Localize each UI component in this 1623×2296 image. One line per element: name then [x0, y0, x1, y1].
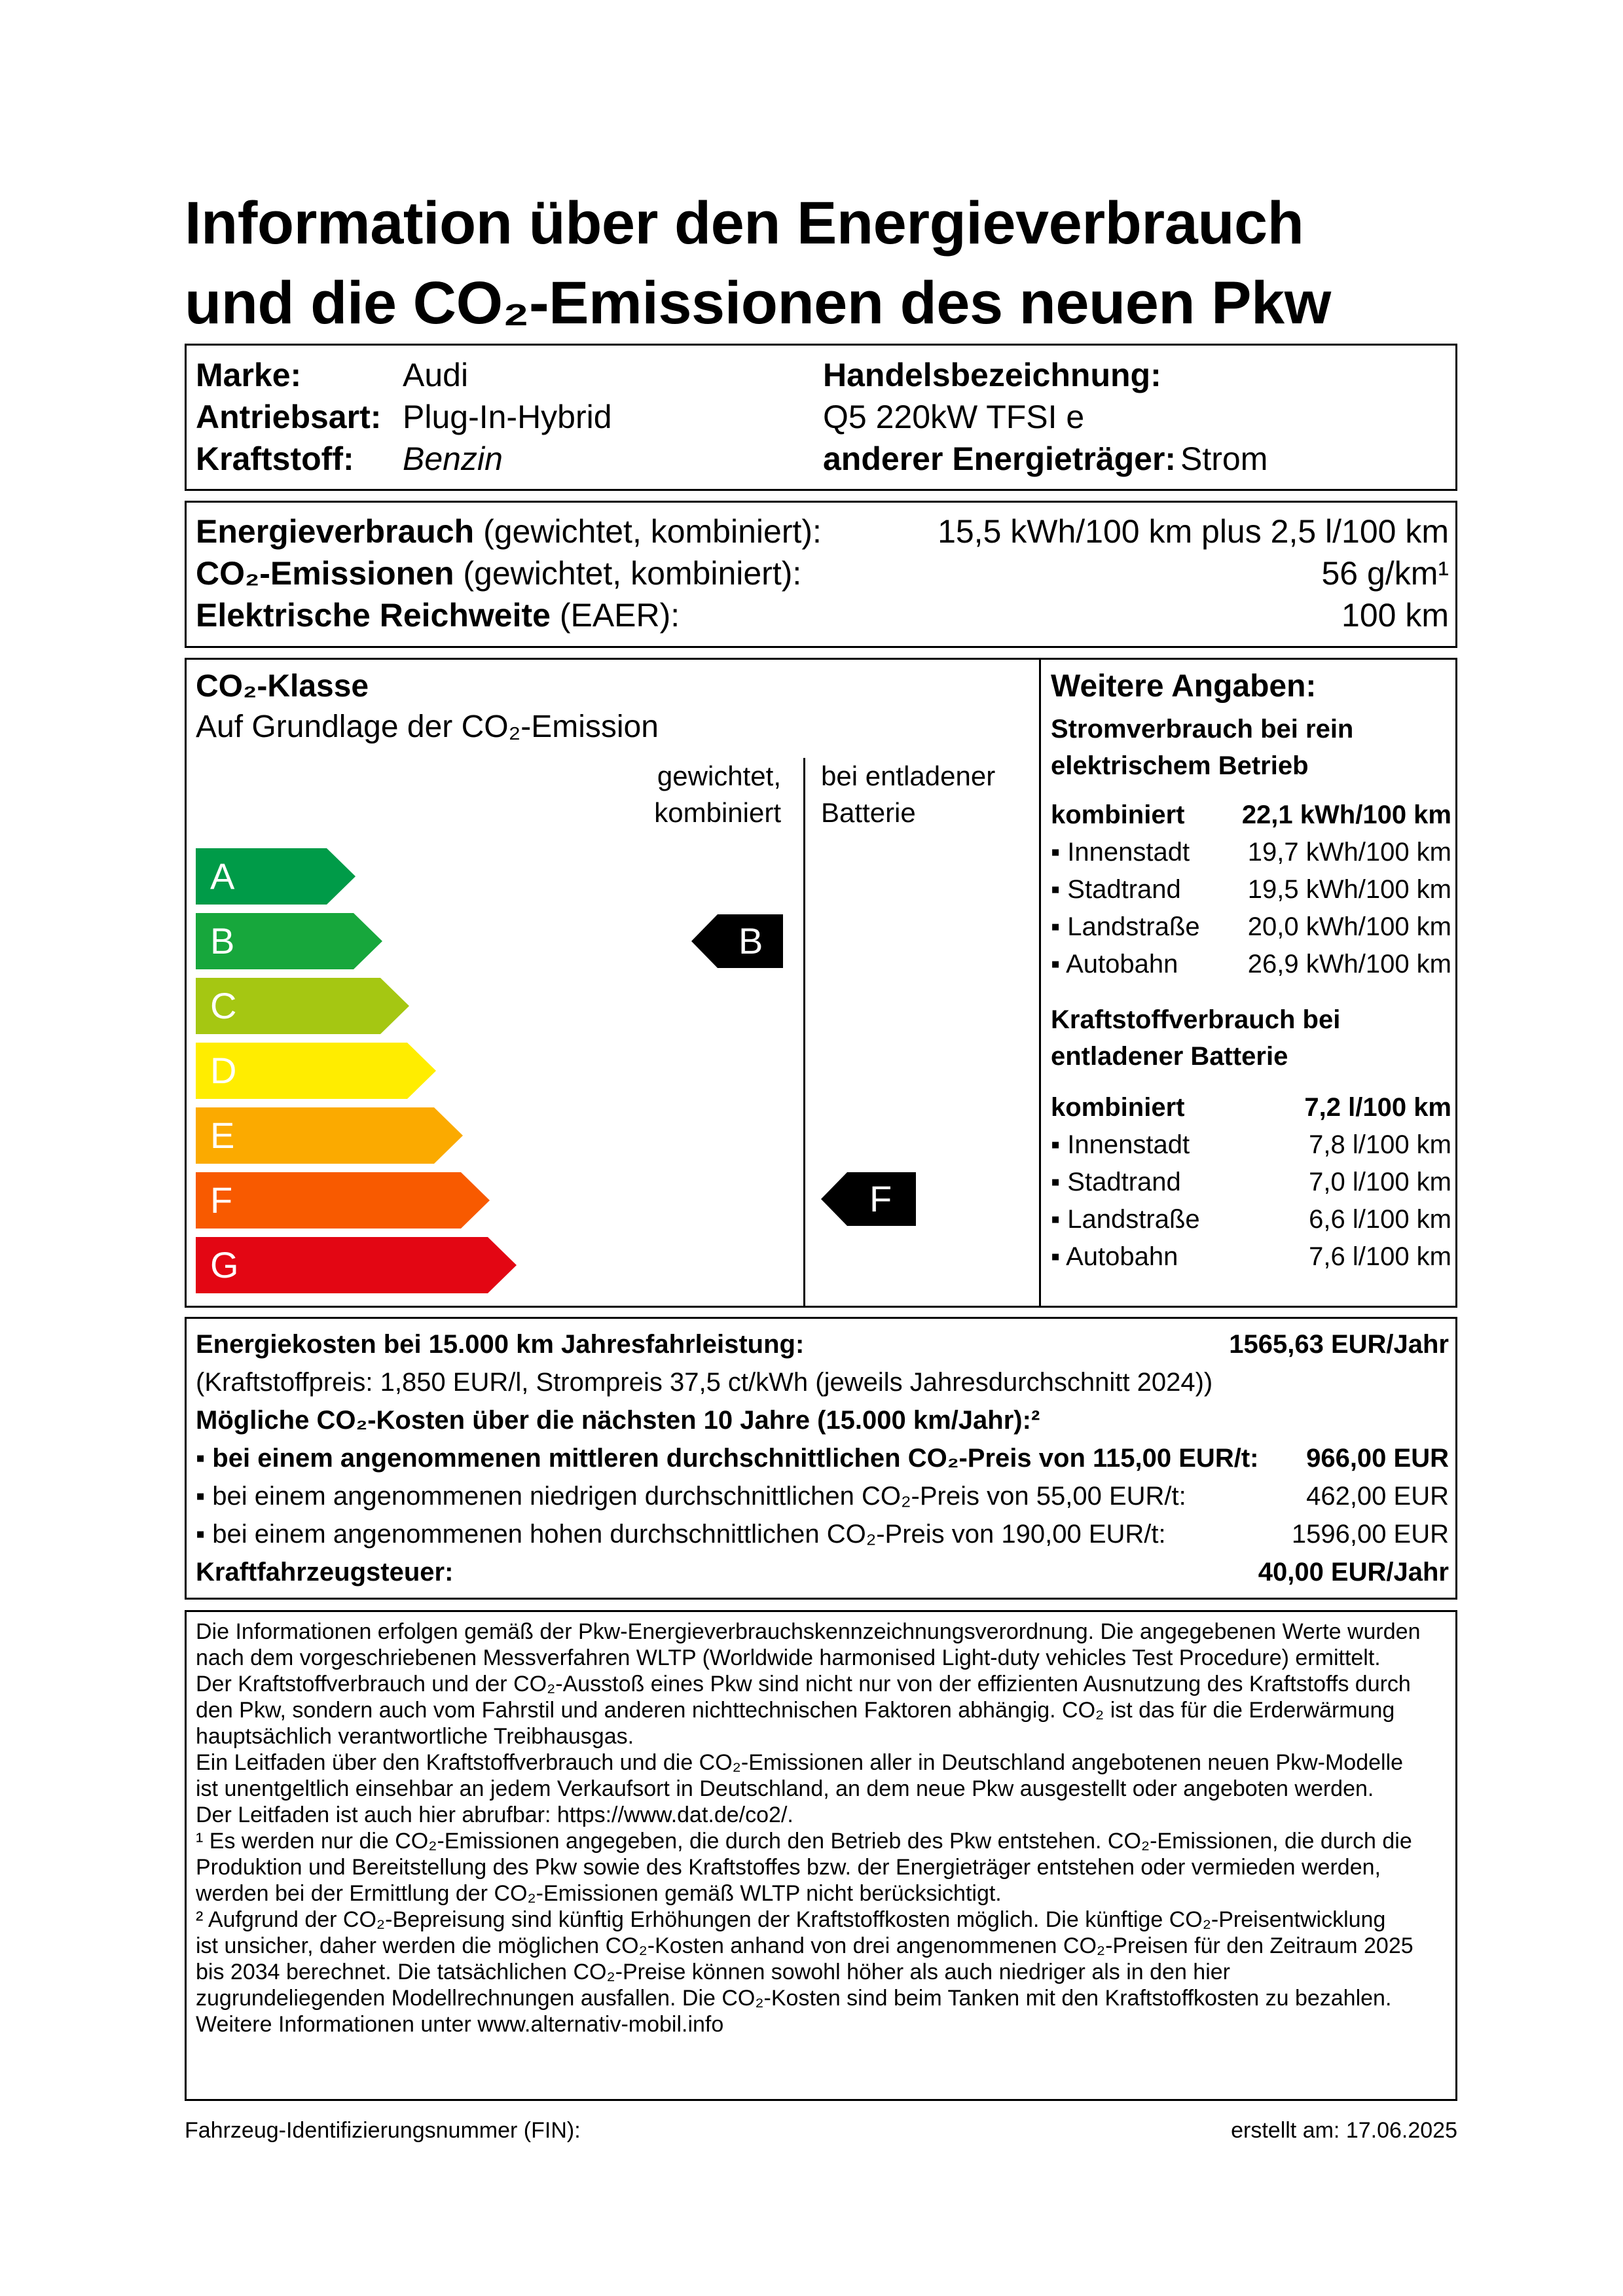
- class-letter: E: [210, 1115, 235, 1156]
- drive-label: Antriebsart:: [196, 399, 382, 435]
- energy-consumption-label-bold: Energieverbrauch: [196, 513, 475, 550]
- elec-heading-line-1: Stromverbrauch bei rein: [1051, 715, 1354, 744]
- fuel-label: Kraftstoff:: [196, 440, 354, 477]
- co2-emissions-label-suffix: (gewichtet, kombiniert):: [454, 555, 802, 592]
- further-info-heading: Weitere Angaben:: [1051, 669, 1317, 704]
- fin-label: Fahrzeug-Identifizierungsnummer (FIN):: [185, 2118, 581, 2143]
- discharged-column-header: [821, 758, 995, 831]
- elec-row-label: ▪ Landstraße: [1051, 912, 1200, 941]
- trade-name-value: Q5 220kW TFSI e: [823, 399, 1085, 435]
- elec-consumption-heading: [1051, 711, 1353, 784]
- discharged-header-line-2: Batterie: [821, 797, 916, 828]
- fuel-heading-line-2: entladener Batterie: [1051, 1042, 1288, 1071]
- further-info-panel: [1051, 660, 1451, 1308]
- elec-row-label: ▪ Stadtrand: [1051, 875, 1181, 904]
- discharged-class-letter: F: [869, 1178, 892, 1219]
- note-line: Die Informationen erfolgen gemäß der Pkw-Energieverbrauchskennzeichnungsverordnung. Die angegebenen Werte wurden: [196, 1619, 1421, 1644]
- note-line: werden bei der Ermittlung der CO₂-Emissionen gemäß WLTP nicht berücksichtigt.: [196, 1881, 1002, 1906]
- class-arrow-g: [196, 1237, 517, 1293]
- vehicle-info-box: [185, 344, 1457, 491]
- weighted-class-indicator: [691, 914, 783, 968]
- electric-range-label-bold: Elektrische Reichweite: [196, 597, 551, 634]
- vehicle-tax-label: Kraftfahrzeugsteuer:: [196, 1558, 454, 1587]
- other-energy-value: Strom: [1180, 440, 1268, 477]
- energy-consumption-value: 15,5 kWh/100 km plus 2,5 l/100 km: [938, 513, 1449, 550]
- class-arrow-b: [196, 913, 382, 969]
- note-line: Ein Leitfaden über den Kraftstoffverbrauch und die CO₂-Emissionen aller in Deutschland angebotenen neuen Pkw-Modelle: [196, 1750, 1404, 1775]
- fuel-row-value: 7,6 l/100 km: [1309, 1242, 1451, 1271]
- brand-value: Audi: [403, 357, 469, 393]
- vehicle-tax-row: [196, 1553, 1449, 1591]
- class-letter: C: [210, 985, 237, 1026]
- prices-note: (Kraftstoffpreis: 1,850 EUR/l, Strompreis 37,5 ct/kWh (jeweils Jahresdurchschnitt 2024)): [196, 1368, 1213, 1397]
- elec-row-label: kombiniert: [1051, 800, 1185, 829]
- class-arrow-e: [196, 1107, 463, 1164]
- elec-row-label: ▪ Autobahn: [1051, 950, 1178, 978]
- class-arrow-f: [196, 1172, 490, 1229]
- co2-cost-low-label: ▪ bei einem angenommenen niedrigen durchschnittlichen CO₂-Preis von 55,00 EUR/t:: [196, 1482, 1186, 1511]
- co2-class-heading: CO₂-Klasse: [196, 669, 369, 704]
- co2-cost-high-label: ▪ bei einem angenommenen hohen durchschnittlichen CO₂-Preis von 190,00 EUR/t:: [196, 1520, 1166, 1549]
- consumption-box: [185, 501, 1457, 648]
- note-line: hauptsächlich verantwortliche Treibhausgas.: [196, 1724, 634, 1749]
- class-letter: B: [210, 920, 235, 961]
- co2-class-box: [185, 658, 1457, 1308]
- class-arrow-a: [196, 848, 356, 905]
- note-line: ist unsicher, daher werden die möglichen CO₂-Kosten anhand von drei angenommenen CO₂-Preisen für den Zeitraum 2025: [196, 1933, 1413, 1958]
- class-arrow-shape: [196, 1172, 490, 1229]
- note-line: bis 2034 berechnet. Die tatsächlichen CO₂-Preise können sowohl höher als auch niedriger als in den hier: [196, 1960, 1231, 1984]
- electric-range-label-suffix: (EAER):: [550, 597, 680, 634]
- class-arrow-d: [196, 1043, 436, 1099]
- panel-divider: [1039, 660, 1041, 1308]
- trade-name-label: Handelsbezeichnung:: [823, 357, 1161, 393]
- note-line: den Pkw, sondern auch vom Fahrstil und anderen nichttechnischen Faktoren abhängig. CO₂ ist das für die Erderwärmung: [196, 1698, 1395, 1723]
- fuel-row-value: 7,8 l/100 km: [1309, 1130, 1451, 1159]
- vehicle-tax-value: 40,00 EUR/Jahr: [1258, 1558, 1449, 1587]
- co2-cost-mid-value: 966,00 EUR: [1306, 1444, 1449, 1473]
- note-line: nach dem vorgeschriebenen Messverfahren WLTP (Worldwide harmonised Light-duty vehicles Test Procedure) ermittelt.: [196, 1645, 1381, 1670]
- column-divider: [803, 758, 805, 1308]
- weighted-header-line-1: gewichtet,: [657, 761, 781, 791]
- class-letter: G: [210, 1244, 239, 1285]
- class-letter: F: [210, 1179, 233, 1221]
- co2-class-subheading: Auf Grundlage der CO₂-Emission: [196, 709, 659, 744]
- class-arrow-shape: [196, 1107, 463, 1164]
- fuel-heading-line-1: Kraftstoffverbrauch bei: [1051, 1005, 1341, 1034]
- note-line: Der Kraftstoffverbrauch und der CO₂-Ausstoß eines Pkw sind nicht nur von der effizienten Ausnutzung des Kraftstoffs durch: [196, 1672, 1411, 1696]
- notes-box: [185, 1610, 1457, 2101]
- costs-box: [185, 1317, 1457, 1600]
- weighted-column-header: [654, 758, 781, 831]
- energy-costs-value: 1565,63 EUR/Jahr: [1229, 1330, 1449, 1359]
- discharged-class-indicator: [821, 1172, 916, 1226]
- note-line: ¹ Es werden nur die CO₂-Emissionen angegeben, die durch den Betrieb des Pkw entstehen. CO₂-Emissionen, die durch die: [196, 1829, 1412, 1854]
- elec-row-label: ▪ Innenstadt: [1051, 838, 1190, 867]
- elec-row-value: 20,0 kWh/100 km: [1247, 912, 1451, 941]
- elec-row-value: 26,9 kWh/100 km: [1247, 950, 1451, 978]
- weighted-header-line-2: kombiniert: [654, 797, 781, 828]
- co2-cost-high-value: 1596,00 EUR: [1291, 1520, 1449, 1549]
- fuel-row-label: ▪ Stadtrand: [1051, 1168, 1181, 1196]
- co2-emissions-label: [196, 552, 801, 594]
- co2-cost-mid-row: [196, 1439, 1449, 1477]
- drive-value: Plug-In-Hybrid: [403, 399, 612, 435]
- note-line: ist unentgeltlich einsehbar an jedem Verkaufsort in Deutschland, an dem neue Pkw ausgestellt oder angeboten werden.: [196, 1776, 1374, 1801]
- fuel-row-label: ▪ Innenstadt: [1051, 1130, 1190, 1159]
- fuel-row-label: ▪ Autobahn: [1051, 1242, 1178, 1271]
- note-line: Produktion und Bereitstellung des Pkw sowie des Kraftstoffes bzw. der Energieträger entstehen oder vermieden werden,: [196, 1855, 1381, 1880]
- title-line-1: Information über den Energieverbrauch: [185, 190, 1304, 257]
- note-line: Der Leitfaden ist auch hier abrufbar: https://www.dat.de/co2/.: [196, 1803, 793, 1827]
- weighted-indicator-shape: [691, 914, 783, 968]
- brand-label: Marke:: [196, 357, 302, 393]
- discharged-header-line-1: bei entladener: [821, 761, 996, 791]
- other-energy-label: anderer Energieträger:: [823, 440, 1176, 477]
- co2-cost-low-value: 462,00 EUR: [1306, 1482, 1449, 1511]
- electric-range-value: 100 km: [1341, 597, 1449, 634]
- fuel-row-value: 7,2 l/100 km: [1304, 1093, 1451, 1122]
- elec-row-value: 19,5 kWh/100 km: [1247, 875, 1451, 904]
- co2-costs-heading: Mögliche CO₂-Kosten über die nächsten 10 Jahre (15.000 km/Jahr):²: [196, 1406, 1040, 1435]
- page-title: [185, 183, 1494, 343]
- class-arrow-shape: [196, 1237, 517, 1293]
- co2-emissions-label-bold: CO₂-Emissionen: [196, 555, 454, 592]
- fuel-row-label: ▪ Landstraße: [1051, 1205, 1200, 1234]
- note-line: Weitere Informationen unter www.alternativ-mobil.info: [196, 2012, 724, 2037]
- discharged-indicator-shape: [821, 1172, 916, 1226]
- class-arrow-c: [196, 978, 409, 1034]
- co2-cost-low-row: [196, 1477, 1449, 1515]
- note-line: zugrundeliegenden Modellrechnungen ausfallen. Die CO₂-Kosten sind beim Tanken mit den Kraftstoffkosten zu bezahlen.: [196, 1986, 1392, 2011]
- energy-consumption-label-suffix: (gewichtet, kombiniert):: [474, 513, 822, 550]
- co2-cost-mid-label: ▪ bei einem angenommenen mittleren durchschnittlichen CO₂-Preis von 115,00 EUR/t:: [196, 1444, 1259, 1473]
- fuel-value: Benzin: [403, 440, 503, 477]
- fuel-row-value: 6,6 l/100 km: [1309, 1205, 1451, 1234]
- co2-emissions-value: 56 g/km¹: [1321, 555, 1449, 592]
- energy-costs-row: [196, 1325, 1449, 1363]
- electric-range-label: [196, 594, 680, 636]
- energy-costs-label: Energiekosten bei 15.000 km Jahresfahrleistung:: [196, 1330, 805, 1359]
- created-date: erstellt am: 17.06.2025: [1231, 2118, 1457, 2143]
- fuel-row-label: kombiniert: [1051, 1093, 1185, 1122]
- co2-cost-high-row: [196, 1515, 1449, 1553]
- title-line-2: und die CO₂-Emissionen des neuen Pkw: [185, 270, 1331, 336]
- weighted-class-letter: B: [739, 920, 763, 961]
- elec-row-value: 19,7 kWh/100 km: [1247, 838, 1451, 867]
- class-letter: A: [210, 855, 235, 897]
- fuel-row-value: 7,0 l/100 km: [1309, 1168, 1451, 1196]
- note-line: ² Aufgrund der CO₂-Bepreisung sind künftig Erhöhungen der Kraftstoffkosten möglich. Die künftige CO₂-Preisentwicklung: [196, 1907, 1386, 1932]
- elec-row-value: 22,1 kWh/100 km: [1241, 800, 1451, 829]
- energy-consumption-label: [196, 511, 822, 552]
- fuel-consumption-heading: [1051, 1001, 1340, 1075]
- elec-heading-line-2: elektrischem Betrieb: [1051, 751, 1309, 780]
- class-letter: D: [210, 1050, 237, 1091]
